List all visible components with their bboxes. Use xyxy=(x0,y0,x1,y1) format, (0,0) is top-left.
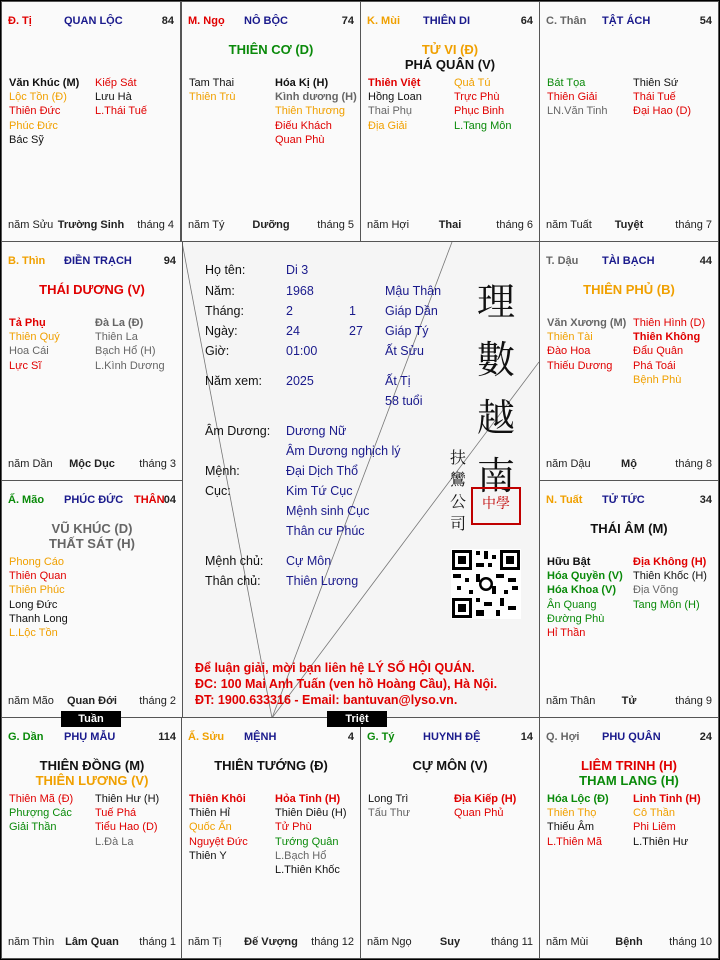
minor-star: Hỉ Thần xyxy=(547,627,586,640)
info-than-chu-value: Thiên Lương xyxy=(286,574,359,588)
major-star: LIÊM TRINH (H) xyxy=(580,758,678,773)
info-ho-ten: Họ tên: xyxy=(205,263,246,277)
palace-name: MỆNH xyxy=(244,731,277,743)
palace-header xyxy=(188,731,354,745)
minor-star: Đào Hoa xyxy=(547,345,591,358)
minor-star: Phúc Đức xyxy=(9,119,58,132)
minor-star: Phong Cáo xyxy=(9,556,65,568)
minor-star: Trực Phù xyxy=(454,91,500,104)
minor-star: Bạch Hổ (H) xyxy=(95,345,156,358)
palace-name: ĐIỀN TRẠCH xyxy=(64,255,132,267)
palace-name: PHỤ MẪU xyxy=(64,731,116,743)
minor-star: Thanh Long xyxy=(9,612,68,625)
info-ho-ten-value: Di 3 xyxy=(286,263,309,277)
palace-major-limit: 04 xyxy=(163,494,176,506)
palace-header xyxy=(367,15,533,29)
minor-star: Long Đức xyxy=(9,598,58,611)
minor-star: Thiên Khốc (H) xyxy=(633,570,707,583)
minor-star: Tấu Thư xyxy=(368,807,411,820)
minor-star: Địa Kiếp (H) xyxy=(454,793,517,805)
palace-life-stage: Suy xyxy=(439,936,461,948)
palace-month: tháng 1 xyxy=(139,936,176,948)
palace-major-limit: 74 xyxy=(341,15,354,27)
minor-star: Phi Liêm xyxy=(633,821,676,834)
minor-star: Thiên Diêu (H) xyxy=(275,807,347,820)
info-ngay-label: Ngày: xyxy=(205,324,238,338)
left-star-column xyxy=(547,316,626,373)
palace-life-stage: Bệnh xyxy=(615,936,643,948)
minor-star: Thiên Sứ xyxy=(633,77,679,89)
palace-month: tháng 9 xyxy=(675,695,712,707)
minor-star: Lưu Hà xyxy=(95,91,132,104)
right-star-column xyxy=(275,792,347,877)
info-menh-chu-value: Cự Môn xyxy=(286,554,332,568)
minor-star: Tử Phù xyxy=(275,821,312,834)
palace-month: tháng 6 xyxy=(496,219,533,231)
minor-star: Hóa Quyền (V) xyxy=(547,570,623,583)
palace-cell-dan xyxy=(1,717,183,959)
right-star-column xyxy=(275,76,357,147)
minor-star: Kiếp Sát xyxy=(95,77,137,89)
calligraphy-sub-char: 司 xyxy=(449,514,466,533)
palace-cell-thin xyxy=(1,241,183,481)
palace-position: B. Thìn xyxy=(8,255,46,267)
palace-header xyxy=(367,731,533,745)
palace-cell-mui xyxy=(360,1,540,242)
minor-star: L.Tang Môn xyxy=(454,119,512,132)
info-than-chu-label: Thân chủ: xyxy=(205,574,261,588)
right-star-column xyxy=(633,76,691,119)
major-star: THIÊN CƠ (D) xyxy=(228,42,314,57)
minor-star: Thiên Thọ xyxy=(547,807,597,820)
palace-year: năm Dần xyxy=(8,458,53,470)
calligraphy-title xyxy=(471,273,521,505)
minor-star: Đẩu Quân xyxy=(633,345,684,358)
contact-line-3: ĐT: 1900.633316 - Email: bantuvan@lyso.vn. xyxy=(195,693,458,707)
calligraphy-char: 數 xyxy=(476,338,515,382)
minor-star: Thiên Việt xyxy=(368,77,421,89)
left-star-column xyxy=(547,792,609,849)
major-star: VŨ KHÚC (D) xyxy=(51,521,133,536)
info-gio-value: 01:00 xyxy=(286,344,318,358)
palace-header xyxy=(8,15,174,29)
left-star-column xyxy=(189,792,248,863)
info-am-duong-value2: Âm Dương nghịch lý xyxy=(286,444,401,458)
minor-star: Hỏa Tinh (H) xyxy=(275,793,341,805)
palace-name: TÀI BẠCH xyxy=(602,255,655,267)
minor-star: Thiên Thương xyxy=(275,105,346,118)
info-cuc-value3: Thân cư Phúc xyxy=(286,524,365,538)
palace-position: N. Tuất xyxy=(546,494,583,506)
minor-star: Lực Sĩ xyxy=(9,359,42,372)
palace-major-limit: 4 xyxy=(347,731,354,743)
minor-star: Thiên Khôi xyxy=(189,793,246,805)
info-nam-can: Mậu Thân xyxy=(385,284,442,298)
palace-major-limit: 114 xyxy=(158,731,176,743)
palace-name: TỬ TỨC xyxy=(602,494,645,506)
minor-star: Kình dương (H) xyxy=(275,91,357,104)
info-tuoi: 58 tuổi xyxy=(385,394,423,408)
right-star-column xyxy=(454,76,511,133)
info-cuc-value: Kim Tứ Cục xyxy=(286,484,353,498)
palace-position: C. Thân xyxy=(546,15,587,27)
minor-star: Hồng Loan xyxy=(368,91,422,104)
palace-footer xyxy=(367,936,533,949)
palace-position: Ấ. Sửu xyxy=(188,731,225,743)
info-am-duong-label: Âm Dương: xyxy=(205,424,271,438)
minor-star: L.Lộc Tồn xyxy=(9,627,58,640)
minor-star: Phục Binh xyxy=(454,105,505,118)
palace-footer xyxy=(367,219,533,232)
minor-star: Đại Hao (D) xyxy=(633,105,692,118)
palace-life-stage: Mộc Dục xyxy=(69,458,115,470)
major-star: PHÁ QUÂN (V) xyxy=(404,57,496,72)
info-ngay-value2: 27 xyxy=(349,324,363,338)
palace-life-stage: Tử xyxy=(621,695,637,707)
right-star-column xyxy=(95,792,159,849)
palace-year: năm Tý xyxy=(188,219,225,231)
qr-code[interactable] xyxy=(451,549,521,619)
minor-star: Hóa Lộc (Đ) xyxy=(547,793,609,805)
palace-than-marker: THÂN xyxy=(134,494,165,506)
palace-month: tháng 10 xyxy=(669,936,712,948)
info-ngay-can: Giáp Tý xyxy=(385,324,429,338)
palace-cell-ty2 xyxy=(360,717,540,959)
palace-cell-ty xyxy=(1,1,181,242)
left-star-column xyxy=(9,76,79,147)
palace-month: tháng 3 xyxy=(139,458,176,470)
left-star-column xyxy=(368,76,422,133)
palace-cell-than xyxy=(539,1,719,242)
minor-star: Thiên Trù xyxy=(189,91,236,104)
calligraphy-subtitle xyxy=(447,447,469,535)
palace-position: G. Dần xyxy=(8,731,44,743)
palace-month: tháng 8 xyxy=(675,458,712,470)
triet-banner: Triệt xyxy=(327,711,387,727)
palace-major-limit: 84 xyxy=(161,15,174,27)
palace-footer xyxy=(546,695,712,708)
palace-year: năm Dậu xyxy=(546,458,591,470)
contact-line-1: Để luận giải, mời bạn liên hệ LÝ SỐ HỘI QUÁN. xyxy=(195,661,475,675)
minor-star: Tướng Quân xyxy=(275,835,339,848)
palace-life-stage: Quan Đới xyxy=(67,695,117,707)
palace-name: PHU QUÂN xyxy=(602,731,661,743)
left-star-column xyxy=(368,792,410,820)
palace-major-limit: 14 xyxy=(520,731,533,743)
palace-major-limit: 64 xyxy=(520,15,533,27)
palace-name: NÔ BỘC xyxy=(244,15,288,27)
palace-header xyxy=(546,731,712,745)
minor-star: Quan Phủ xyxy=(454,807,504,820)
minor-star: Phượng Các xyxy=(9,807,72,820)
palace-year: năm Thìn xyxy=(8,936,55,948)
minor-star: Quả Tú xyxy=(454,77,491,89)
minor-star: Thiên Tài xyxy=(547,331,593,344)
minor-star: L.Thiên Hư xyxy=(633,835,689,848)
palace-position: Đ. Tị xyxy=(8,15,32,27)
minor-star: L.Thái Tuế xyxy=(95,105,147,118)
minor-star: L.Kình Dương xyxy=(95,359,165,372)
palace-position: Q. Hợi xyxy=(546,731,580,743)
info-thang-value2: 1 xyxy=(349,304,356,318)
minor-star: Thiên Hư (H) xyxy=(95,793,160,805)
minor-star: Quốc Ấn xyxy=(189,821,232,834)
palace-month: tháng 2 xyxy=(139,695,176,707)
palace-cell-mao xyxy=(1,480,183,718)
major-star: THIÊN LƯƠNG (V) xyxy=(35,773,149,788)
minor-star: Bệnh Phù xyxy=(633,373,682,386)
palace-year: năm Tuất xyxy=(546,219,592,231)
major-star: THIÊN ĐỒNG (M) xyxy=(39,758,145,773)
major-star: THÁI DƯƠNG (V) xyxy=(39,282,145,297)
minor-star: Tiểu Hao (D) xyxy=(95,821,158,834)
palace-year: năm Ngọ xyxy=(367,936,412,948)
palace-life-stage: Tuyệt xyxy=(614,219,644,231)
info-ngay-value: 24 xyxy=(286,324,300,338)
left-star-column xyxy=(547,76,608,119)
minor-star: Tang Môn (H) xyxy=(633,598,700,611)
minor-star: Hóa Kị (H) xyxy=(275,77,329,89)
palace-month: tháng 11 xyxy=(490,936,533,948)
info-gio-can: Ất Sửu xyxy=(385,344,424,358)
minor-star: Văn Khúc (M) xyxy=(9,77,80,89)
info-menh-label: Mệnh: xyxy=(205,464,240,478)
minor-star: Ân Quang xyxy=(547,598,597,611)
minor-star: L.Thiên Mã xyxy=(547,835,603,848)
minor-star: Đường Phù xyxy=(547,612,605,625)
left-star-column xyxy=(189,76,235,104)
right-star-column xyxy=(95,76,147,119)
tuan-banner: Tuần xyxy=(61,711,121,727)
palace-position: M. Ngọ xyxy=(188,15,225,27)
palace-header xyxy=(546,494,712,508)
calligraphy-char: 越 xyxy=(476,396,515,440)
minor-star: Thiên Phúc xyxy=(9,584,65,597)
minor-star: Thiên Y xyxy=(189,849,227,862)
palace-year: năm Tị xyxy=(188,936,222,948)
info-thang-label: Tháng: xyxy=(205,304,244,318)
minor-star: Tả Phụ xyxy=(9,317,46,329)
minor-star: Thiên Hỉ xyxy=(189,807,230,820)
palace-cell-ngo xyxy=(181,1,361,242)
info-gio-label: Giờ: xyxy=(205,344,230,358)
minor-star: Bát Tọa xyxy=(547,77,586,89)
calligraphy-sub-char: 公 xyxy=(449,492,466,511)
right-star-column xyxy=(633,555,707,612)
minor-star: Tam Thai xyxy=(189,77,235,89)
minor-star: Thiên Quan xyxy=(9,570,67,583)
info-menh-chu-label: Mệnh chủ: xyxy=(205,554,264,568)
minor-star: Thái Tuế xyxy=(633,91,676,104)
palace-life-stage: Đế Vượng xyxy=(244,936,298,948)
palace-month: tháng 12 xyxy=(311,936,354,948)
minor-star: Nguyệt Đức xyxy=(189,835,248,848)
minor-star: LN.Văn Tinh xyxy=(547,105,608,118)
info-nam-label: Năm: xyxy=(205,284,235,298)
palace-major-limit: 34 xyxy=(699,494,712,506)
palace-major-limit: 54 xyxy=(699,15,712,27)
minor-star: Thiên Hình (D) xyxy=(633,317,706,329)
minor-star: Long Trì xyxy=(368,793,409,805)
right-star-column xyxy=(95,316,165,373)
palace-header xyxy=(8,731,176,745)
palace-footer xyxy=(8,936,176,949)
info-nam-xem-can: Ất Tị xyxy=(385,374,411,388)
palace-year: năm Mão xyxy=(8,695,54,707)
palace-cell-dau xyxy=(539,241,719,481)
info-nam-xem-label: Năm xem: xyxy=(205,374,262,388)
minor-star: Thiên Mã (Đ) xyxy=(9,793,74,805)
major-star: TỬ VI (Đ) xyxy=(421,42,479,57)
major-star: THẤT SÁT (H) xyxy=(49,536,135,551)
palace-month: tháng 7 xyxy=(675,219,712,231)
info-cuc-label: Cục: xyxy=(205,484,231,498)
palace-major-limit: 44 xyxy=(699,255,712,267)
minor-star: Văn Xương (M) xyxy=(547,317,627,329)
info-thang-can: Giáp Dần xyxy=(385,304,438,318)
minor-star: Địa Giải xyxy=(368,119,408,132)
info-am-duong-value: Dương Nữ xyxy=(286,424,347,438)
palace-header xyxy=(546,255,712,269)
palace-header xyxy=(188,15,354,29)
major-star: THAM LANG (H) xyxy=(579,773,679,788)
info-nam-xem-value: 2025 xyxy=(286,374,314,388)
minor-star: Thiên Không xyxy=(633,331,701,344)
palace-footer xyxy=(8,219,174,232)
major-star: THIÊN PHỦ (B) xyxy=(583,282,675,297)
left-star-column xyxy=(9,792,73,835)
palace-cell-suu xyxy=(181,717,361,959)
palace-footer xyxy=(546,936,712,949)
right-star-column xyxy=(633,792,701,849)
minor-star: Thiên La xyxy=(95,331,138,344)
minor-star: Đà La (Đ) xyxy=(95,317,144,329)
palace-position: Ấ. Mão xyxy=(8,494,45,506)
info-nam-value: 1968 xyxy=(286,284,314,298)
major-star: CỰ MÔN (V) xyxy=(412,758,488,773)
palace-year: năm Thân xyxy=(546,695,596,707)
palace-footer xyxy=(188,936,354,949)
left-star-column xyxy=(547,555,623,640)
qr-code-icon xyxy=(451,549,521,619)
palace-footer xyxy=(546,458,712,471)
palace-header xyxy=(546,15,712,29)
palace-life-stage: Trường Sinh xyxy=(57,219,125,231)
right-star-column xyxy=(454,792,516,820)
minor-star: Phá Toái xyxy=(633,359,676,372)
palace-footer xyxy=(188,219,354,232)
palace-month: tháng 4 xyxy=(137,219,174,231)
palace-life-stage: Mộ xyxy=(621,458,637,470)
palace-major-limit: 94 xyxy=(163,255,176,267)
minor-star: Điếu Khách xyxy=(275,119,332,132)
palace-year: năm Sửu xyxy=(8,219,54,231)
minor-star: Thiên Đức xyxy=(9,105,61,118)
palace-position: G. Tý xyxy=(367,731,395,743)
palace-name: THIÊN DI xyxy=(423,15,471,27)
minor-star: L.Bạch Hổ xyxy=(275,849,327,862)
minor-star: Hoa Cái xyxy=(9,345,49,358)
palace-name: TẬT ÁCH xyxy=(602,15,651,27)
minor-star: Hóa Khoa (V) xyxy=(547,584,617,597)
left-star-column xyxy=(9,316,60,373)
minor-star: Thiếu Âm xyxy=(547,821,595,834)
palace-position: T. Dậu xyxy=(546,255,579,267)
red-seal-stamp: 中學 xyxy=(471,487,521,525)
minor-star: Tuế Phá xyxy=(95,807,137,820)
contact-line-2: ĐC: 100 Mai Anh Tuấn (ven hồ Hoàng Cầu), Hà Nội. xyxy=(195,677,498,691)
palace-footer xyxy=(8,695,176,708)
info-menh-value: Đại Dịch Thổ xyxy=(286,464,359,478)
minor-star: Bác Sỹ xyxy=(9,133,44,146)
palace-footer xyxy=(8,458,176,471)
minor-star: Quan Phù xyxy=(275,133,325,146)
palace-life-stage: Thai xyxy=(438,219,462,231)
minor-star: Hữu Bật xyxy=(547,556,591,568)
minor-star: Địa Không (H) xyxy=(633,556,707,568)
minor-star: L.Đà La xyxy=(95,835,134,848)
palace-year: năm Hợi xyxy=(367,219,410,231)
palace-header xyxy=(8,255,176,269)
left-star-column xyxy=(9,555,68,640)
palace-life-stage: Lâm Quan xyxy=(65,936,119,948)
minor-star: Thiên Quý xyxy=(9,331,60,344)
palace-life-stage: Dưỡng xyxy=(252,219,290,231)
palace-month: tháng 5 xyxy=(317,219,354,231)
palace-name: HUYNH ĐỆ xyxy=(423,731,481,743)
palace-year: năm Mùi xyxy=(546,936,589,948)
info-cuc-value2: Mệnh sinh Cục xyxy=(286,504,370,518)
calligraphy-sub-char: 鸞 xyxy=(449,470,466,489)
minor-star: Thiếu Dương xyxy=(547,359,613,372)
minor-star: Lộc Tồn (Đ) xyxy=(9,91,67,104)
palace-footer xyxy=(546,219,712,232)
palace-cell-tuat xyxy=(539,480,719,718)
palace-name: QUAN LỘC xyxy=(64,15,123,27)
minor-star: Thai Phụ xyxy=(368,105,413,118)
minor-star: Địa Võng xyxy=(633,584,679,597)
minor-star: L.Thiên Khốc xyxy=(275,864,340,877)
calligraphy-char: 南 xyxy=(476,454,515,498)
minor-star: Linh Tinh (H) xyxy=(633,793,701,805)
calligraphy-char: 理 xyxy=(476,280,515,324)
palace-position: K. Mùi xyxy=(367,15,400,27)
minor-star: Thiên Giải xyxy=(547,91,598,104)
major-star: THIÊN TƯỚNG (Đ) xyxy=(214,758,328,773)
palace-major-limit: 24 xyxy=(699,731,712,743)
minor-star: Giải Thần xyxy=(9,821,57,834)
minor-star: Cô Thần xyxy=(633,807,675,820)
info-thang-value: 2 xyxy=(286,304,293,318)
calligraphy-sub-char: 扶 xyxy=(449,448,466,467)
right-star-column xyxy=(633,316,705,387)
major-star: THÁI ÂM (M) xyxy=(590,521,668,536)
palace-name: PHÚC ĐỨC xyxy=(64,494,124,506)
palace-header xyxy=(8,494,176,508)
palace-cell-hoi xyxy=(539,717,719,959)
